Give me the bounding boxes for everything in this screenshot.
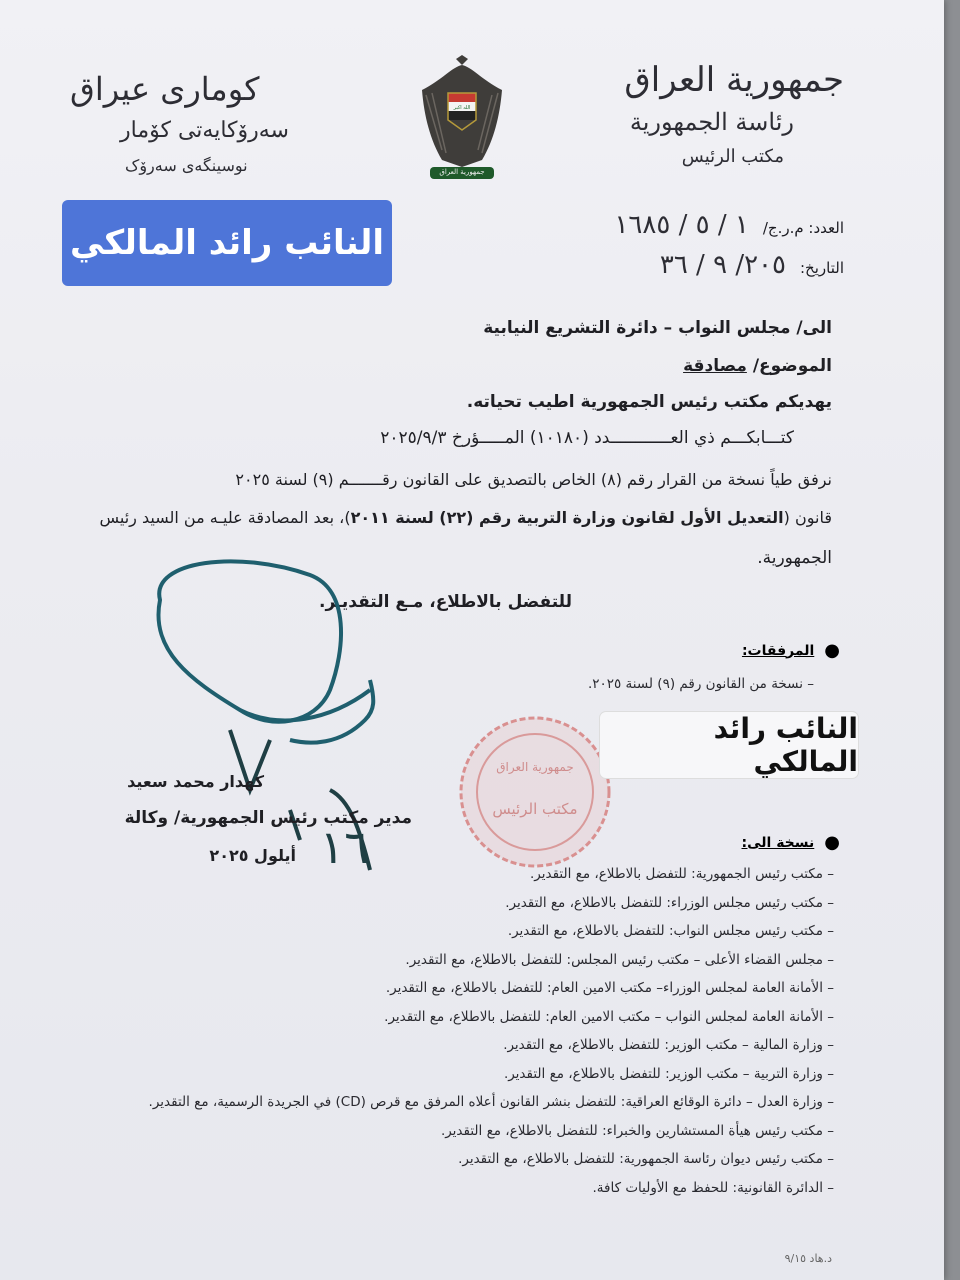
body-line-3 [99,508,832,527]
header-presidency-kurdish: سەرۆکایەتی کۆمار [120,118,289,143]
law-title: التعديل الأول لقانون وزارة التربية رقم (٢٢) لسنة ٢٠١١ [350,508,784,527]
cc-section [742,832,841,853]
handwritten-signature-icon [120,540,420,880]
body-line-3-prefix: قانون ( [783,508,832,527]
body-line-1: كتـــابكـــم ذي العــــــــــــدد (١٠١٨٠) المـــــؤرخ ٢٠٢٥/٩/٣ [380,428,794,448]
attachment-text: نسخة من القانون رقم (٩) لسنة ٢٠٢٥. [587,676,803,692]
cc-item: – مكتب رئيس مجلس النواب: للتفضل بالاطلاع، مع التقدير. [507,923,834,939]
header-country-kurdish: كوماری عیراق [70,70,260,108]
bullet-icon: ● [824,640,840,661]
cc-label: نسخة الى: [741,834,815,851]
cc-item: – وزارة العدل – دائرة الوقائع العراقية: للتفضل بنشر القانون أعلاه المرفق مع قرص (CD) في الجريدة الرسمية، مع التقدير. [148,1094,834,1110]
header-office-kurdish: نوسینگەی سەرۆک [125,156,248,175]
overlay-label-blue: النائب رائد المالكي [62,200,392,286]
cc-item: – مكتب رئيس ديوان رئاسة الجمهورية: للتفضل بالاطلاع، مع التقدير. [458,1151,834,1167]
document-date-row [660,250,844,280]
shield-text: الله اكبر [453,105,471,111]
emblem-caption: جمهورية العراق [439,168,485,176]
subject-value: مصادقة [683,356,747,376]
cc-item: – مكتب رئيس هيأة المستشارين والخبراء: للتفضل بالاطلاع، مع التقدير. [440,1122,834,1139]
subject-line [683,356,832,376]
header-country-arabic: جمهورية العراق [624,60,844,100]
closing-line: للتفضل بالاطلاع، مـع التقديـر. [319,592,572,612]
iraq-eagle-emblem-icon [412,55,512,185]
date-label: التاريخ: [800,259,844,277]
cc-item: – الأمانة العامة لمجلس النواب – مكتب الامين العام: للتفضل بالاطلاع، مع التقدير. [384,1008,834,1025]
cc-item: – مكتب رئيس مجلس الوزراء: للتفضل بالاطلاع، مع التقدير. [505,894,834,911]
subject-label: الموضوع/ [752,356,832,376]
recipient-line: الى/ مجلس النواب – دائرة التشريع النيابية [483,318,832,338]
body-line-3-suffix: )، بعد المصادقة عليـه من السيد رئيس [99,508,351,527]
cc-item: – مكتب رئيس الجمهورية: للتفضل بالاطلاع، مع التقدير. [530,866,834,882]
attachment-item: – نسخة من القانون رقم (٩) لسنة ٢٠٢٥. [587,676,814,692]
header-office-arabic: مكتب الرئيس [681,146,784,167]
cc-item: – وزارة التربية – مكتب الوزير: للتفضل بالاطلاع، مع التقدير. [503,1065,834,1082]
handwritten-day: ١٦ [319,820,369,874]
greeting-line: يهديكم مكتب رئيس الجمهورية اطيب تحياته. [466,392,832,412]
cc-list [149,866,834,1196]
seal-text-line-2: مكتب الرئيس [492,800,578,818]
cc-item: – الدائرة القانونية: للحفظ مع الأوليات كافة. [592,1179,834,1196]
signatory-title: مدير مكتب رئيس الجمهورية/ وكالة [124,808,412,828]
date-value: ٢٠٥/ ٩ / ٣٦ [659,250,786,280]
cc-item: – مجلس القضاء الأعلى – مكتب رئيس المجلس: للتفضل بالاطلاع، مع التقدير. [405,951,834,968]
signature-date: أيلول ٢٠٢٥ [209,846,296,865]
header-presidency-arabic: رئاسة الجمهورية [629,108,794,136]
official-seal-icon [455,712,615,872]
overlay-label-white: النائب رائد المالكي [600,712,858,778]
signatory-name: كهدار محمد سعيد [127,772,264,791]
footer-reference: د.هاد ٩/١٥ [784,1252,832,1265]
number-value: ١ / ٥ / ١٦٨٥ [614,210,749,240]
bullet-icon: ● [824,832,840,853]
cc-item: – الأمانة العامة لمجلس الوزراء– مكتب الامين العام: للتفضل بالاطلاع، مع التقدير. [385,980,834,996]
attachments-section [742,640,840,661]
document-number-row [614,210,844,240]
number-label: العدد: م.ر.ج/ [762,219,844,237]
cc-item: – وزارة المالية – مكتب الوزير: للتفضل بالاطلاع، مع التقدير. [503,1037,834,1053]
seal-text-line-1: جمهورية العراق [496,760,574,774]
attachments-label: المرفقات: [741,642,815,659]
body-line-2: نرفق طياً نسخة من القرار رقم (٨) الخاص بالتصديق على القانون رقـــــــم (٩) لسنة ٢٠٢٥ [235,470,832,489]
body-line-4: الجمهورية. [757,548,832,568]
